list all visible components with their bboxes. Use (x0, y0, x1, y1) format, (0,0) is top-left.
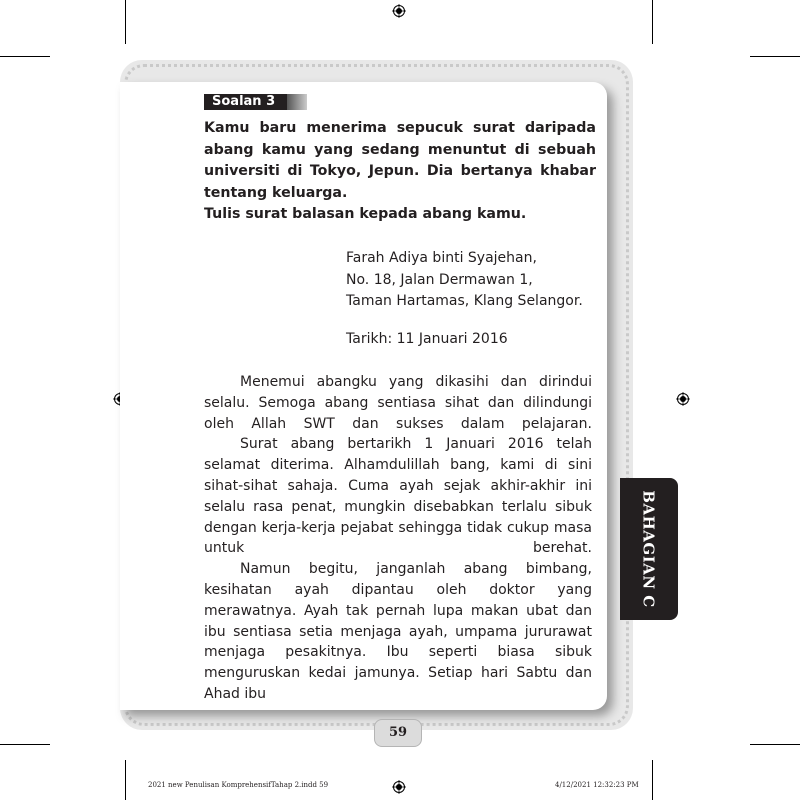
print-footer-timestamp: 4/12/2021 12:32:23 PM (555, 781, 639, 789)
body-paragraph: Menemui abangku yang dikasihi dan dirindui selalu. Semoga abang sentiasa sihat dan dilindungi oleh Allah SWT dan sukses dalam pelajaran. (204, 374, 592, 432)
page-number: 59 (374, 719, 422, 747)
crop-mark (652, 760, 653, 800)
body-paragraph: Surat abang bertarikh 1 Januari 2016 telah selamat diterima. Alhamdulillah bang, kami di sini sihat-sihat sahaja. Cuma ayah sejak akhir-akhir ini selalu rasa penat, mungkin disebabkan terlalu sibuk dengan kerja-kerja pejabat sehingga tidak cukup masa untuk berehat. (204, 436, 592, 557)
crop-mark (652, 0, 653, 44)
question-text (204, 118, 596, 226)
letter-body (204, 372, 592, 705)
crop-mark (0, 744, 50, 745)
registration-mark-icon (392, 780, 406, 794)
crop-mark (0, 56, 50, 57)
registration-mark-icon (676, 392, 690, 406)
crop-mark (125, 0, 126, 44)
side-tab-label: BAHAGIAN C (640, 490, 658, 608)
address-line: Taman Hartamas, Klang Selangor. (346, 293, 583, 309)
crop-mark (750, 56, 800, 57)
section-tag-label: Soalan 3 (204, 94, 287, 110)
section-tag-gradient (287, 94, 307, 110)
body-paragraph: Namun begitu, janganlah abang bimbang, kesihatan ayah dipantau oleh doktor yang merawatnya. Ayah tak pernah lupa makan ubat dan ibu sentiasa setia menjaga ayah, umpama jururawat menjaga pesakitnya. Ibu seperti biasa sibuk menguruskan kedai jamunya. Setiap hari Sabtu dan Ahad ibu (204, 561, 592, 702)
question-line: Tulis surat balasan kepada abang kamu. (204, 206, 527, 222)
section-tag (204, 94, 307, 110)
crop-mark (125, 760, 126, 800)
question-line: Kamu baru menerima sepucuk surat daripada abang kamu yang sedang menuntut di sebuah universiti di Tokyo, Jepun. Dia bertanya khabar tentang keluarga. (204, 120, 596, 201)
sender-address (346, 248, 606, 313)
section-side-tab (620, 478, 678, 620)
address-line: Farah Adiya binti Syajehan, (346, 250, 537, 266)
registration-mark-icon (392, 4, 406, 18)
letter-date: Tarikh: 11 Januari 2016 (346, 331, 508, 347)
print-footer-file: 2021 new Penulisan KomprehensifTahap 2.indd 59 (148, 781, 329, 789)
crop-mark (750, 744, 800, 745)
address-line: No. 18, Jalan Dermawan 1, (346, 271, 533, 288)
